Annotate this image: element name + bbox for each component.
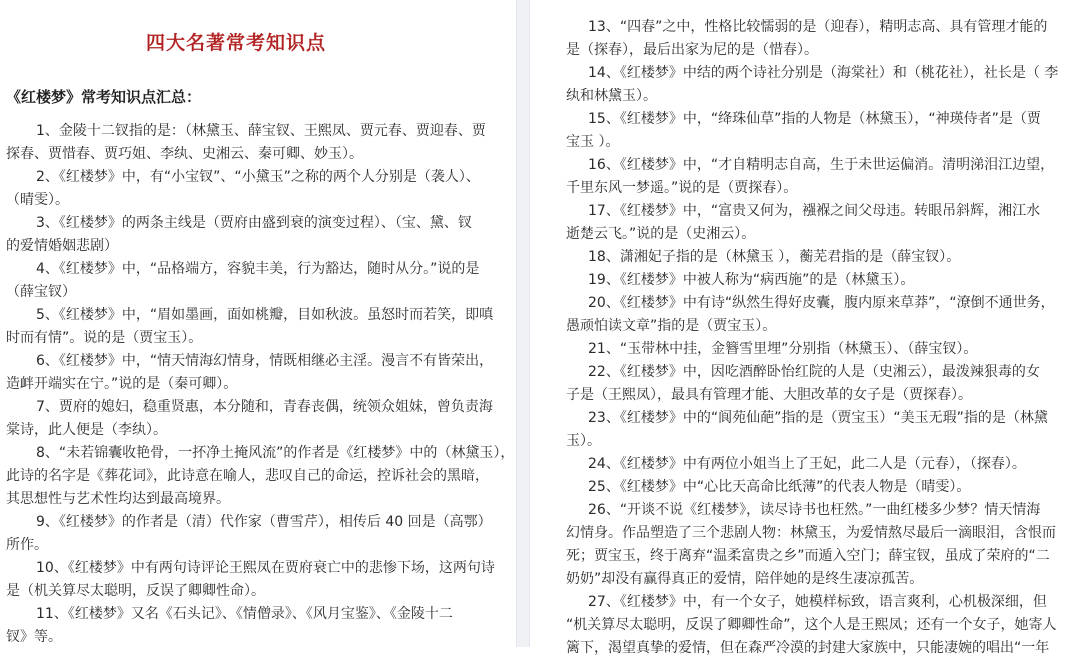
page-separator <box>516 0 530 647</box>
paragraph <box>566 16 1059 62</box>
paragraph <box>566 361 1059 407</box>
text-line: （薛宝钗） <box>6 284 76 300</box>
page-left <box>0 0 516 647</box>
text-line: 24、《红楼梦》中有两位小姐当上了王妃，此二人是（元春），（探春）。 <box>588 456 1026 472</box>
text-line: 时而有情”。说的是（贾宝玉）。 <box>6 330 203 346</box>
text-line: 26、“开谈不说《红楼梦》，读尽诗书也枉然。”一曲红楼多少梦？情天情海 <box>588 502 1041 518</box>
text-line: 3、《红楼梦》的两条主线是（贾府由盛到衰的演变过程）、（宝、黛、钗 <box>36 215 472 231</box>
paragraph <box>566 246 1059 269</box>
paragraph <box>566 453 1059 476</box>
paragraph <box>566 591 1059 660</box>
paragraph <box>6 304 494 350</box>
text-line: 5、《红楼梦》中，“眉如墨画，面如桃瓣，目如秋波。虽怒时而若笑，即嗔 <box>36 307 494 323</box>
text-line: 奶奶”却没有赢得真正的爱情，陪伴她的是终生凄凉孤苦。 <box>566 571 924 587</box>
paragraph <box>6 166 494 212</box>
text-line: 篱下，渴望真挚的爱情，但在森严冷漠的封建大家族中，只能凄婉的唱出“一年 <box>566 640 1050 656</box>
text-line: 4、《红楼梦》中，“品格端方，容貌丰美，行为豁达，随时从分。”说的是 <box>36 261 480 277</box>
text-line: 22、《红楼梦》中，因吃酒醉卧怡红院的人是（史湘云），最泼辣狠毒的女 <box>588 364 1040 380</box>
text-line: （晴雯）。 <box>6 192 69 208</box>
text-line: 死；贾宝玉，终于离弃“温柔富贵之乡”而遁入空门；薛宝钗，虽成了荣府的“二 <box>566 548 1050 564</box>
text-line: 子是（王熙凤），最具有管理才能、大胆改革的女子是（贾探春）。 <box>566 387 972 403</box>
paragraph <box>566 62 1059 108</box>
paragraph <box>566 108 1059 154</box>
text-line: 18、潇湘妃子指的是（林黛玉 ），蘅芜君指的是（薛宝钗）。 <box>588 249 961 265</box>
text-line: 7、贾府的媳妇，稳重贤惠，本分随和，青春丧偶，统领众姐妹，曾负责海 <box>36 399 493 415</box>
text-line: 其思想性与艺术性均达到最高境界。 <box>6 491 230 507</box>
text-line: 1、金陵十二钗指的是：（林黛玉、薛宝钗、王熙凤、贾元春、贾迎春、贾 <box>36 123 486 139</box>
paragraph <box>566 476 1059 499</box>
text-line: 10、《红楼梦》中有两句诗评论王熙凤在贾府衰亡中的悲惨下场，这两句诗 <box>36 560 495 576</box>
text-line: 8、“未若锦囊收艳骨，一抔净土掩风流”的作者是《红楼梦》中的（林黛玉）， <box>36 445 515 461</box>
text-line: 25、《红楼梦》中“心比天高命比纸薄”的代表人物是（晴雯）。 <box>588 479 971 495</box>
text-line: 23、《红楼梦》中的“阆苑仙葩”指的是（贾宝玉）“美玉无瑕”指的是（林黛 <box>588 410 1048 426</box>
text-line: 17、《红楼梦》中，“富贵又何为，襁褓之间父母违。转眼吊斜辉，湘江水 <box>588 203 1041 219</box>
text-line: 20、《红楼梦》中有诗“纵然生得好皮囊，腹内原来草莽”，“潦倒不通世务， <box>588 295 1055 311</box>
section-heading: 《红楼梦》常考知识点汇总： <box>6 88 202 106</box>
paragraph <box>566 499 1059 591</box>
text-line: 6、《红楼梦》中，“情天情海幻情身，情既相继必主淫。漫言不有皆荣出， <box>36 353 494 369</box>
text-line: 棠诗，此人便是（李纨）。 <box>6 422 167 438</box>
paragraph <box>6 120 494 166</box>
paragraph <box>6 350 494 396</box>
page-right-body <box>566 16 1059 660</box>
paragraph <box>566 338 1059 361</box>
text-line: “机关算尽太聪明，反误了卿卿性命”，这个人是王熙凤；还有一个女子，她寄人 <box>566 617 1057 633</box>
text-line: 13、“四春”之中，性格比较懦弱的是（迎春），精明志高、具有管理才能的 <box>588 19 1048 35</box>
text-line: 造衅开端实在宁。”说的是（秦可卿）。 <box>6 376 238 392</box>
paragraph <box>6 442 515 511</box>
text-line: 是（机关算尽太聪明，反误了卿卿性命）。 <box>6 583 265 599</box>
paragraph <box>6 511 494 557</box>
paragraph <box>6 557 494 603</box>
paragraph <box>566 269 1059 292</box>
page-right <box>530 0 1069 656</box>
text-line: 11、《红楼梦》又名《石头记》、《情僧录》、《风月宝鉴》、《金陵十二 <box>36 606 453 622</box>
paragraph <box>6 258 494 304</box>
paragraph <box>566 292 1059 338</box>
text-line: 宝玉 ）。 <box>566 134 620 150</box>
text-line: 16、《红楼梦》中，“才自精明志自高，生于未世运偏消。清明涕泪江边望， <box>588 157 1055 173</box>
text-line: 2、《红楼梦》中，有“小宝钗”、“小黛玉”之称的两个人分别是（袭人）、 <box>36 169 480 185</box>
paragraph <box>566 154 1059 200</box>
text-line: 9、《红楼梦》的作者是（清）代作家（曹雪芹），相传后 40 回是（高鄂） <box>36 514 492 530</box>
page-left-body <box>6 120 515 649</box>
text-line: 愚顽怕读文章”指的是（贾宝玉）。 <box>566 318 777 334</box>
text-line: 玉）。 <box>566 433 601 449</box>
text-line: 此诗的名字是《葬花词》，此诗意在喻人，悲叹自己的命运，控诉社会的黑暗， <box>6 468 489 484</box>
text-line: 探春、贾惜春、贾巧姐、李纨、史湘云、秦可卿、妙玉）。 <box>6 146 363 162</box>
text-line: 27、《红楼梦》中，有一个女子，她模样标致，语言爽利，心机极深细，但 <box>588 594 1047 610</box>
paragraph <box>6 212 494 258</box>
text-line: 千里东风一梦遥。”说的是（贾探春）。 <box>566 180 798 196</box>
paragraph <box>566 407 1059 453</box>
paragraph <box>566 200 1059 246</box>
text-line: 纨和林黛玉）。 <box>566 88 657 104</box>
text-line: 幻情身。作品塑造了三个悲剧人物：林黛玉，为爱情熬尽最后一滴眼泪，含恨而 <box>566 525 1056 541</box>
text-line: 19、《红楼梦》中被人称为“病西施”的是（林黛玉）。 <box>588 272 915 288</box>
text-line: 是（探春），最后出家为尼的是（惜春）。 <box>566 42 818 58</box>
text-line: 钗》等。 <box>6 629 62 645</box>
paragraph <box>6 396 494 442</box>
text-line: 逝楚云飞。”说的是（史湘云）。 <box>566 226 756 242</box>
text-line: 15、《红楼梦》中，“绛珠仙草”指的人物是（林黛玉），“神瑛侍者”是（贾 <box>588 111 1041 127</box>
document-title: 四大名著常考知识点 <box>145 32 326 54</box>
text-line: 21、“玉带林中挂，金簪雪里埋”分别指（林黛玉）、（薛宝钗）。 <box>588 341 978 357</box>
text-line: 的爱情婚姻悲剧） <box>6 238 118 254</box>
text-line: 所作。 <box>6 537 48 553</box>
paragraph <box>6 603 494 649</box>
text-line: 14、《红楼梦》中结的两个诗社分别是（海棠社）和（桃花社），社长是（ 李 <box>588 65 1059 81</box>
